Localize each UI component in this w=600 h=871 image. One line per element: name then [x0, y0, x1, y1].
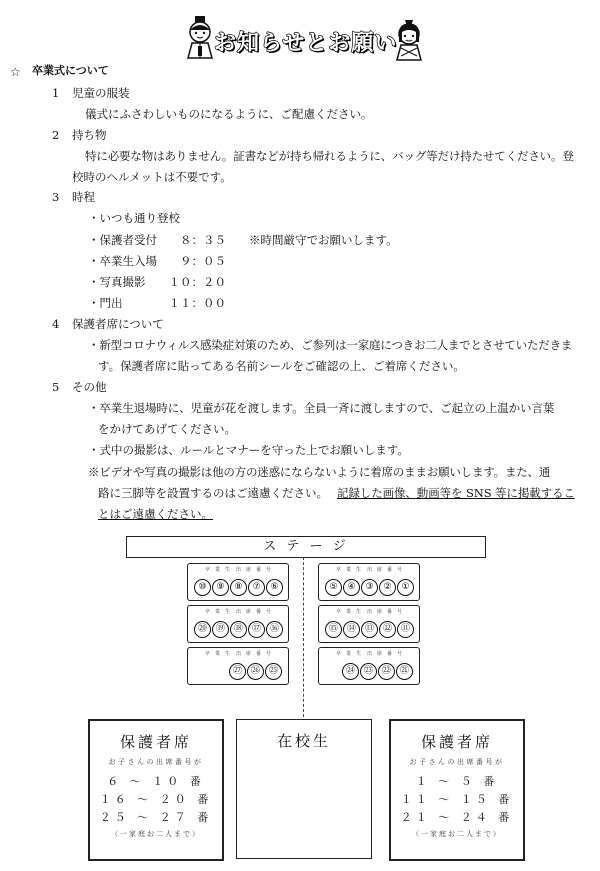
seat-number: ㉗	[229, 663, 246, 680]
item-body: 儀式にふさわしいものになるように、ご配慮ください。	[85, 107, 373, 121]
schedule-item: ・門出 １１：００	[88, 296, 226, 310]
seat-row	[325, 621, 414, 638]
schedule-item: ・卒業生入場 ９：０５	[88, 254, 226, 268]
seat-range: １６ ～ ２０ 番	[99, 793, 213, 806]
item-body-line: ※ビデオや写真の撮影は他の方の迷惑にならないように着席のままお願いします。また、通	[88, 465, 551, 479]
desk-label: 出 席 番 号	[235, 651, 271, 657]
item-number: 3	[52, 190, 60, 204]
seat-number: ⑲	[212, 621, 229, 638]
hina-doll-right-icon	[394, 18, 424, 66]
parent-seating-left	[88, 719, 224, 861]
seat-number: ④	[343, 579, 360, 596]
item-body-line: 路に三脚等を設置するのはご遠慮ください。	[98, 486, 328, 500]
item-title: 持ち物	[72, 128, 107, 142]
seat-number: ㉑	[396, 663, 413, 680]
seat-number: ②	[379, 579, 396, 596]
seat-number: ㉔	[342, 663, 359, 680]
schedule-item: ・保護者受付 ８：３５ ※時間厳守でお願いします。	[88, 233, 398, 247]
seat-row	[342, 663, 413, 680]
schedule-item: ・写真撮影 １０：２０	[88, 275, 226, 289]
item-number: 1	[52, 86, 60, 100]
desk-label: 出 席 番 号	[366, 609, 402, 615]
stage-box	[126, 536, 486, 558]
hina-doll-left-icon	[184, 16, 216, 64]
item-title: 保護者席について	[72, 317, 164, 331]
item-body-line: ・新型コロナウィルス感染症対策のため、ご参列は一家庭につきお二人までとさせていただきま	[88, 338, 573, 352]
seat-number: ⑱	[230, 621, 247, 638]
desk-label: 卒 業 生	[335, 651, 361, 657]
seat-number: ㉕	[265, 663, 282, 680]
seat-title: 保護者席	[420, 733, 493, 751]
seat-number: ⑤	[325, 579, 342, 596]
graduate-desk	[318, 605, 420, 643]
seat-title: 保護者席	[119, 733, 192, 751]
seat-subtitle: お子さんの出席番号が	[409, 758, 505, 766]
seat-title: 在校生	[276, 732, 331, 750]
seat-number: ⑭	[343, 621, 360, 638]
seat-range: ２５ ～ ２７ 番	[99, 811, 213, 824]
seat-number: ⑮	[325, 621, 342, 638]
seat-row	[229, 663, 282, 680]
seat-number: ⑥	[266, 579, 283, 596]
seat-number: ⑪	[397, 621, 414, 638]
seat-note: （一家庭お二人まで）	[412, 830, 502, 838]
stage-label: ス テ ー ジ	[263, 539, 349, 554]
desk-label: 卒 業 生	[204, 567, 230, 573]
seat-number: ⑧	[230, 579, 247, 596]
item-title: 時程	[72, 190, 95, 204]
current-students-seating	[236, 719, 372, 859]
seat-subtitle: お子さんの出席番号が	[108, 758, 204, 766]
graduate-desk	[318, 563, 420, 601]
item-body-line: 校時のヘルメットは不要です。	[72, 170, 232, 184]
seat-row	[325, 579, 414, 596]
seat-number: ⑨	[212, 579, 229, 596]
seat-number: ⑩	[194, 579, 211, 596]
page-title: お知らせとお願い	[214, 31, 398, 56]
seat-number: ㉖	[247, 663, 264, 680]
desk-label: 出 席 番 号	[235, 609, 271, 615]
parent-seating-right	[389, 719, 525, 861]
desk-label: 出 席 番 号	[366, 567, 402, 573]
desk-label: 卒 業 生	[204, 609, 230, 615]
seat-number: ⑫	[379, 621, 396, 638]
seat-number: ③	[361, 579, 378, 596]
item-body-line: をかけてあげてください。	[98, 422, 236, 436]
seat-range: ６ ～ １０ 番	[107, 775, 205, 788]
item-title: その他	[72, 380, 107, 394]
desk-label: 出 席 番 号	[366, 651, 402, 657]
section-heading: 卒業式について	[32, 64, 109, 77]
seat-number: ①	[397, 579, 414, 596]
seat-number: ⑦	[248, 579, 265, 596]
schedule-item: ・いつも通り登校	[88, 211, 180, 225]
section-star-icon: ☆	[10, 65, 21, 79]
item-body-line: す。保護者席に貼ってある名前シールをご確認の上、ご着席ください。	[98, 359, 465, 373]
graduate-desk	[187, 563, 289, 601]
item-number: 4	[52, 317, 60, 331]
seat-range: ２１ ～ ２４ 番	[400, 811, 514, 824]
seat-number: ⑯	[266, 621, 283, 638]
seat-number: ⑰	[248, 621, 265, 638]
desk-label: 卒 業 生	[335, 609, 361, 615]
seat-row	[194, 621, 283, 638]
seat-number: ㉒	[378, 663, 395, 680]
graduate-desk	[187, 647, 289, 685]
graduate-desk	[318, 647, 420, 685]
desk-label: 卒 業 生	[335, 567, 361, 573]
item-title: 児童の服装	[72, 86, 130, 100]
seat-row	[194, 579, 283, 596]
graduate-desk	[187, 605, 289, 643]
item-number: 5	[52, 380, 60, 394]
item-body-underlined: とはご遠慮ください。	[98, 507, 213, 521]
seat-note: （一家庭お二人まで）	[111, 830, 201, 838]
item-body-underlined: 記録した画像、動画等を SNS 等に掲載するこ	[337, 486, 575, 500]
item-body-line: ・卒業生退場時に、児童が花を渡します。全員一斉に渡しますので、ご起立の上温かい言葉	[88, 401, 555, 415]
item-body-line: ・式中の撮影は、ルールとマナーを守った上でお願いします。	[88, 443, 409, 457]
seat-range: １１ ～ １５ 番	[400, 793, 514, 806]
seat-number: ⑳	[194, 621, 211, 638]
seat-number: ⑬	[361, 621, 378, 638]
seat-number: ㉓	[360, 663, 377, 680]
desk-label: 出 席 番 号	[235, 567, 271, 573]
item-body-line: 特に必要な物はありません。証書などが持ち帰れるように、バッグ等だけ持たせてください。登	[85, 149, 574, 163]
seat-range: １ ～ ５ 番	[415, 775, 499, 788]
aisle-dashed-line	[303, 557, 304, 717]
desk-label: 卒 業 生	[204, 651, 230, 657]
item-number: 2	[52, 128, 60, 142]
